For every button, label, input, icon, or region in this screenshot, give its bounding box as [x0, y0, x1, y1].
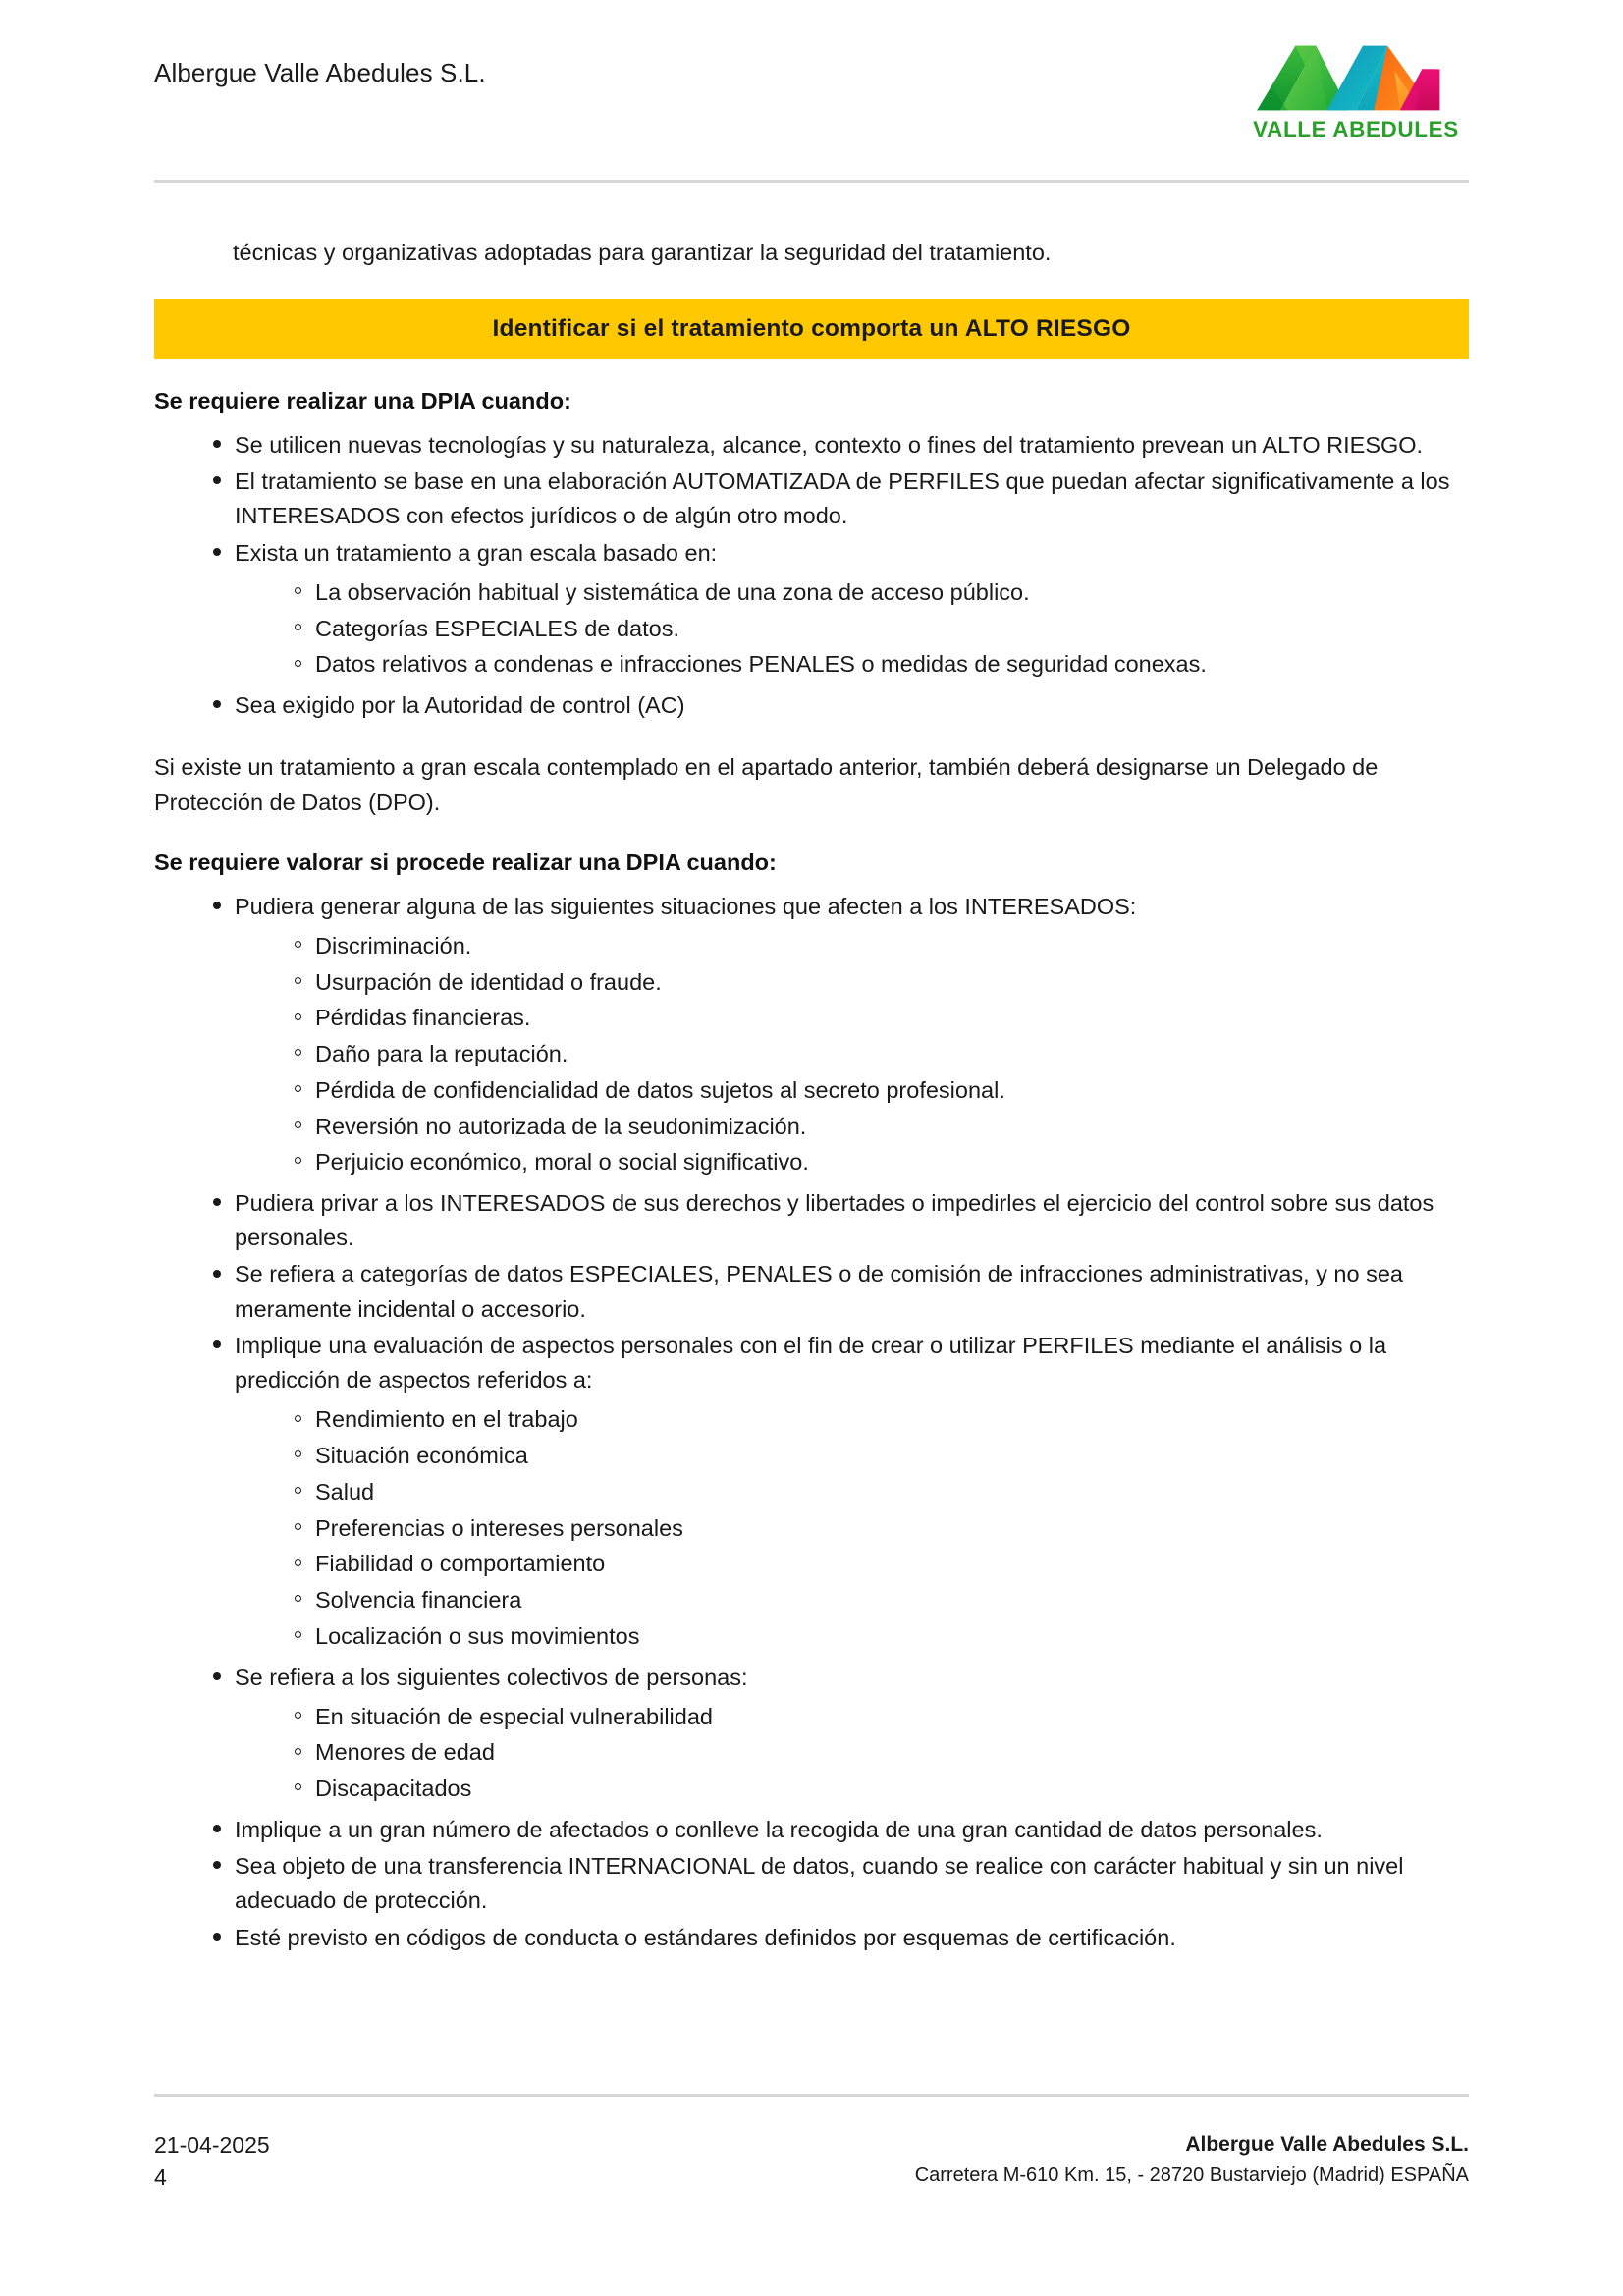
header-company-name: Albergue Valle Abedules S.L.: [154, 58, 486, 87]
bullet-dot-icon: [213, 902, 221, 909]
list-item: [154, 1661, 1469, 1807]
bullet-circle-icon: [295, 1783, 301, 1790]
list-item: [154, 1329, 1469, 1655]
bullet-circle-icon: [295, 1631, 301, 1638]
sublist: [235, 575, 1469, 683]
section2-heading: Se requiere valorar si procede realizar una DPIA cuando:: [154, 848, 777, 875]
bullet-circle-icon: [295, 1415, 301, 1422]
footer-page-number: 4: [154, 2163, 167, 2190]
bullet-circle-icon: [295, 1085, 301, 1092]
sublist-item-text: Categorías ESPECIALES de datos.: [315, 615, 679, 641]
list-item: [154, 536, 1469, 683]
sublist-item-text: La observación habitual y sistemática de una zona de acceso público.: [315, 578, 1030, 605]
sublist: [235, 1402, 1469, 1654]
sublist-item: [235, 1439, 1469, 1474]
sublist-item: [235, 1772, 1469, 1807]
bullet-dot-icon: [213, 548, 221, 556]
bullet-dot-icon: [213, 1933, 221, 1941]
bullet-circle-icon: [295, 624, 301, 630]
sublist-item: [235, 1583, 1469, 1618]
list-item-text: Esté previsto en códigos de conducta o estándares definidos por esquemas de certificación.: [235, 1924, 1176, 1950]
bullet-circle-icon: [295, 977, 301, 984]
mountain-logo-icon: [1253, 33, 1459, 116]
bullet-dot-icon: [213, 700, 221, 708]
document-footer: [154, 2129, 1469, 2193]
sublist-item-text: Perjuicio económico, moral o social significativo.: [315, 1149, 809, 1175]
bullet-circle-icon: [295, 1595, 301, 1602]
list-item-text: El tratamiento se base en una elaboración AUTOMATIZADA de PERFILES que puedan afectar significativamente a los INTERESADOS con efectos jurídicos o de algún otro modo.: [235, 468, 1450, 529]
section1-list: [154, 428, 1469, 723]
sublist-item-text: Datos relativos a condenas e infracciones PENALES o medidas de seguridad conexas.: [315, 651, 1207, 678]
sublist-item-text: Reversión no autorizada de la seudonimización.: [315, 1113, 807, 1139]
sublist-item: [235, 612, 1469, 647]
list-item-text: Se utilicen nuevas tecnologías y su naturaleza, alcance, contexto o fines del tratamiento prevean un ALTO RIESGO.: [235, 431, 1424, 458]
bullet-dot-icon: [213, 440, 221, 448]
bullet-dot-icon: [213, 1270, 221, 1278]
list-item-text: Se refiera a categorías de datos ESPECIALES, PENALES o de comisión de infracciones administrativas, y no sea meramente incidental o accesorio.: [235, 1261, 1403, 1322]
list-item-text: Sea exigido por la Autoridad de control (AC): [235, 692, 685, 719]
footer-company-name: Albergue Valle Abedules S.L.: [1185, 2133, 1469, 2156]
bullet-circle-icon: [295, 1157, 301, 1164]
bullet-dot-icon: [213, 1340, 221, 1348]
bullet-circle-icon: [295, 660, 301, 667]
sublist-item: [235, 1511, 1469, 1547]
sublist-item-text: Salud: [315, 1478, 375, 1504]
lead-paragraph: técnicas y organizativas adoptadas para garantizar la seguridad del tratamiento.: [233, 240, 1052, 265]
sublist-item-text: En situación de especial vulnerabilidad: [315, 1703, 713, 1729]
section-banner: [154, 299, 1469, 359]
bullet-dot-icon: [213, 1672, 221, 1680]
sublist: [235, 929, 1469, 1180]
sublist-item-text: Pérdidas financieras.: [315, 1005, 531, 1031]
sublist-item-text: Fiabilidad o comportamiento: [315, 1551, 606, 1577]
list-item: [154, 688, 1469, 723]
paragraph-dpo: Si existe un tratamiento a gran escala contemplado en el apartado anterior, también deberá designarse un Delegado de Protección de Datos (DPO).: [154, 754, 1379, 816]
sublist-item-text: Solvencia financiera: [315, 1587, 522, 1613]
sublist-item-text: Menores de edad: [315, 1739, 495, 1766]
list-item: [154, 890, 1469, 1180]
section-banner-title: Identificar si el tratamiento comporta un ALTO RIESGO: [492, 315, 1131, 343]
list-item-text: Implique una evaluación de aspectos personales con el fin de crear o utilizar PERFILES mediante el análisis o la predicción de aspectos referidos a:: [235, 1332, 1387, 1394]
list-item: [154, 1813, 1469, 1847]
list-item-text: Se refiera a los siguientes colectivos de personas:: [235, 1664, 748, 1690]
section1-heading: Se requiere realizar una DPIA cuando:: [154, 388, 571, 414]
list-item-text: Exista un tratamiento a gran escala basado en:: [235, 539, 718, 566]
bullet-circle-icon: [295, 1523, 301, 1530]
sublist-item: [235, 1001, 1469, 1036]
list-item: [154, 1921, 1469, 1955]
sublist-item-text: Daño para la reputación.: [315, 1041, 568, 1067]
sublist: [235, 1700, 1469, 1807]
document-body: [154, 236, 1469, 1957]
footer-left-block: [154, 2129, 270, 2193]
bullet-dot-icon: [213, 1861, 221, 1869]
company-logo: [1249, 33, 1463, 142]
header-divider: [154, 180, 1469, 183]
bullet-circle-icon: [295, 1450, 301, 1457]
sublist-item: [235, 575, 1469, 611]
list-item-text: Sea objeto de una transferencia INTERNACIONAL de datos, cuando se realice con carácter habitual y sin un nivel adecuado de protección.: [235, 1853, 1404, 1914]
list-item: [154, 1257, 1469, 1327]
sublist-item: [235, 1619, 1469, 1655]
document-header: [154, 33, 1469, 171]
footer-divider: [154, 2094, 1469, 2097]
section2-list: [154, 890, 1469, 1955]
bullet-circle-icon: [295, 1712, 301, 1719]
list-item: [154, 1849, 1469, 1919]
sublist-item-text: Discriminación.: [315, 932, 472, 958]
bullet-circle-icon: [295, 1121, 301, 1128]
list-item: [154, 1186, 1469, 1256]
sublist-item: [235, 1475, 1469, 1510]
sublist-item-text: Situación económica: [315, 1443, 528, 1469]
sublist-item: [235, 1735, 1469, 1771]
bullet-dot-icon: [213, 476, 221, 484]
sublist-item: [235, 1037, 1469, 1072]
footer-address: Carretera M-610 Km. 15, - 28720 Bustarviejo (Madrid) ESPAÑA: [914, 2163, 1469, 2186]
logo-wordmark-text: VALLE ABEDULES: [1253, 117, 1459, 141]
bullet-dot-icon: [213, 1825, 221, 1832]
sublist-item-text: Preferencias o intereses personales: [315, 1514, 683, 1541]
bullet-circle-icon: [295, 1487, 301, 1494]
sublist-item-text: Pérdida de confidencialidad de datos sujetos al secreto profesional.: [315, 1076, 1005, 1103]
sublist-item-text: Usurpación de identidad o fraude.: [315, 968, 662, 995]
sublist-item: [235, 1145, 1469, 1180]
bullet-circle-icon: [295, 1013, 301, 1020]
sublist-item: [235, 965, 1469, 1001]
bullet-circle-icon: [295, 1559, 301, 1566]
bullet-circle-icon: [295, 1748, 301, 1755]
list-item: [154, 428, 1469, 463]
sublist-item: [235, 929, 1469, 964]
list-item-text: Pudiera generar alguna de las siguientes situaciones que afecten a los INTERESADOS:: [235, 893, 1137, 919]
footer-date: 21-04-2025: [154, 2132, 270, 2158]
list-item: [154, 465, 1469, 534]
bullet-circle-icon: [295, 1049, 301, 1056]
sublist-item: [235, 1402, 1469, 1438]
footer-right-block: [915, 2129, 1469, 2190]
sublist-item-text: Discapacitados: [315, 1776, 472, 1802]
sublist-item-text: Rendimiento en el trabajo: [315, 1406, 578, 1433]
sublist-item: [235, 1700, 1469, 1735]
bullet-circle-icon: [295, 941, 301, 948]
sublist-item: [235, 1073, 1469, 1109]
sublist-item: [235, 647, 1469, 683]
sublist-item: [235, 1547, 1469, 1582]
sublist-item: [235, 1110, 1469, 1145]
sublist-item-text: Localización o sus movimientos: [315, 1622, 640, 1649]
list-item-text: Implique a un gran número de afectados o conlleve la recogida de una gran cantidad de datos personales.: [235, 1816, 1323, 1842]
bullet-circle-icon: [295, 587, 301, 594]
list-item-text: Pudiera privar a los INTERESADOS de sus derechos y libertades o impedirles el ejercicio del control sobre sus datos personales.: [235, 1189, 1434, 1251]
bullet-dot-icon: [213, 1198, 221, 1206]
